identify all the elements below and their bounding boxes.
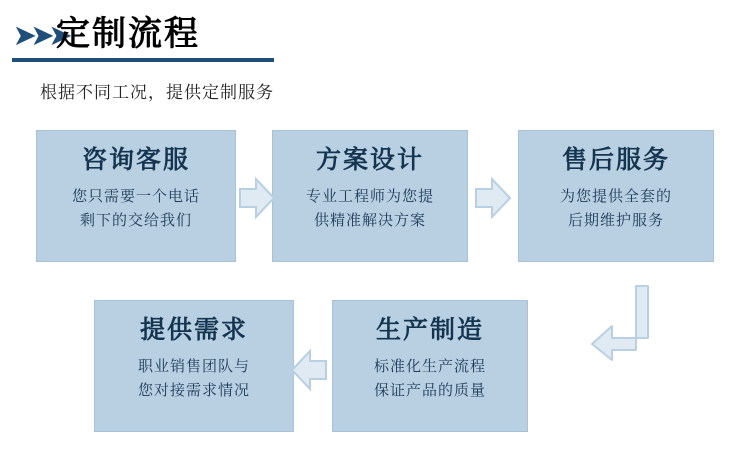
flow-step-title: 提供需求 xyxy=(139,316,248,344)
flow-step-desc-line: 剩下的交给我们 xyxy=(79,212,192,230)
flow-step-title: 咨询客服 xyxy=(81,146,190,174)
arrow-left-icon xyxy=(288,348,328,392)
flow-step-title: 方案设计 xyxy=(315,146,424,174)
page-title: 定制流程 xyxy=(56,15,200,53)
flow-step-requirement xyxy=(94,300,294,432)
flow-step-title: 生产制造 xyxy=(375,316,484,344)
flow-step-desc xyxy=(273,185,467,235)
page-header xyxy=(0,8,750,64)
arrow-right-icon xyxy=(238,176,276,220)
flow-step-desc-line: 保证产品的质量 xyxy=(373,382,486,400)
flow-step-desc-line: 后期维护服务 xyxy=(567,212,664,230)
flow-step-title: 售后服务 xyxy=(561,146,670,174)
page-subtitle: 根据不同工况，提供定制服务 xyxy=(40,83,274,102)
flow-step-design xyxy=(272,130,468,262)
flow-step-desc-line: 您对接需求情况 xyxy=(137,382,250,400)
arrow-down-left-icon xyxy=(590,282,652,362)
flow-step-consult xyxy=(36,130,236,262)
flow-step-desc xyxy=(95,355,293,405)
flow-step-desc-line: 职业销售团队与 xyxy=(137,357,250,375)
flow-step-desc-line: 您只需要一个电话 xyxy=(71,187,200,205)
flow-step-desc xyxy=(333,355,527,405)
flow-step-desc-line: 标准化生产流程 xyxy=(373,357,486,375)
flow-step-desc-line: 专业工程师为您提 xyxy=(305,187,434,205)
flow-step-aftersales xyxy=(518,130,714,262)
flow-step-manufacture xyxy=(332,300,528,432)
flow-step-desc-line: 为您提供全套的 xyxy=(559,187,672,205)
title-underline xyxy=(12,58,274,62)
arrow-right-icon xyxy=(474,176,512,220)
flow-step-desc xyxy=(519,185,713,235)
flow-step-desc-line: 供精准解决方案 xyxy=(313,212,426,230)
flow-step-desc xyxy=(37,185,235,235)
chevrons-icon: ➤➤➤ xyxy=(14,20,68,50)
